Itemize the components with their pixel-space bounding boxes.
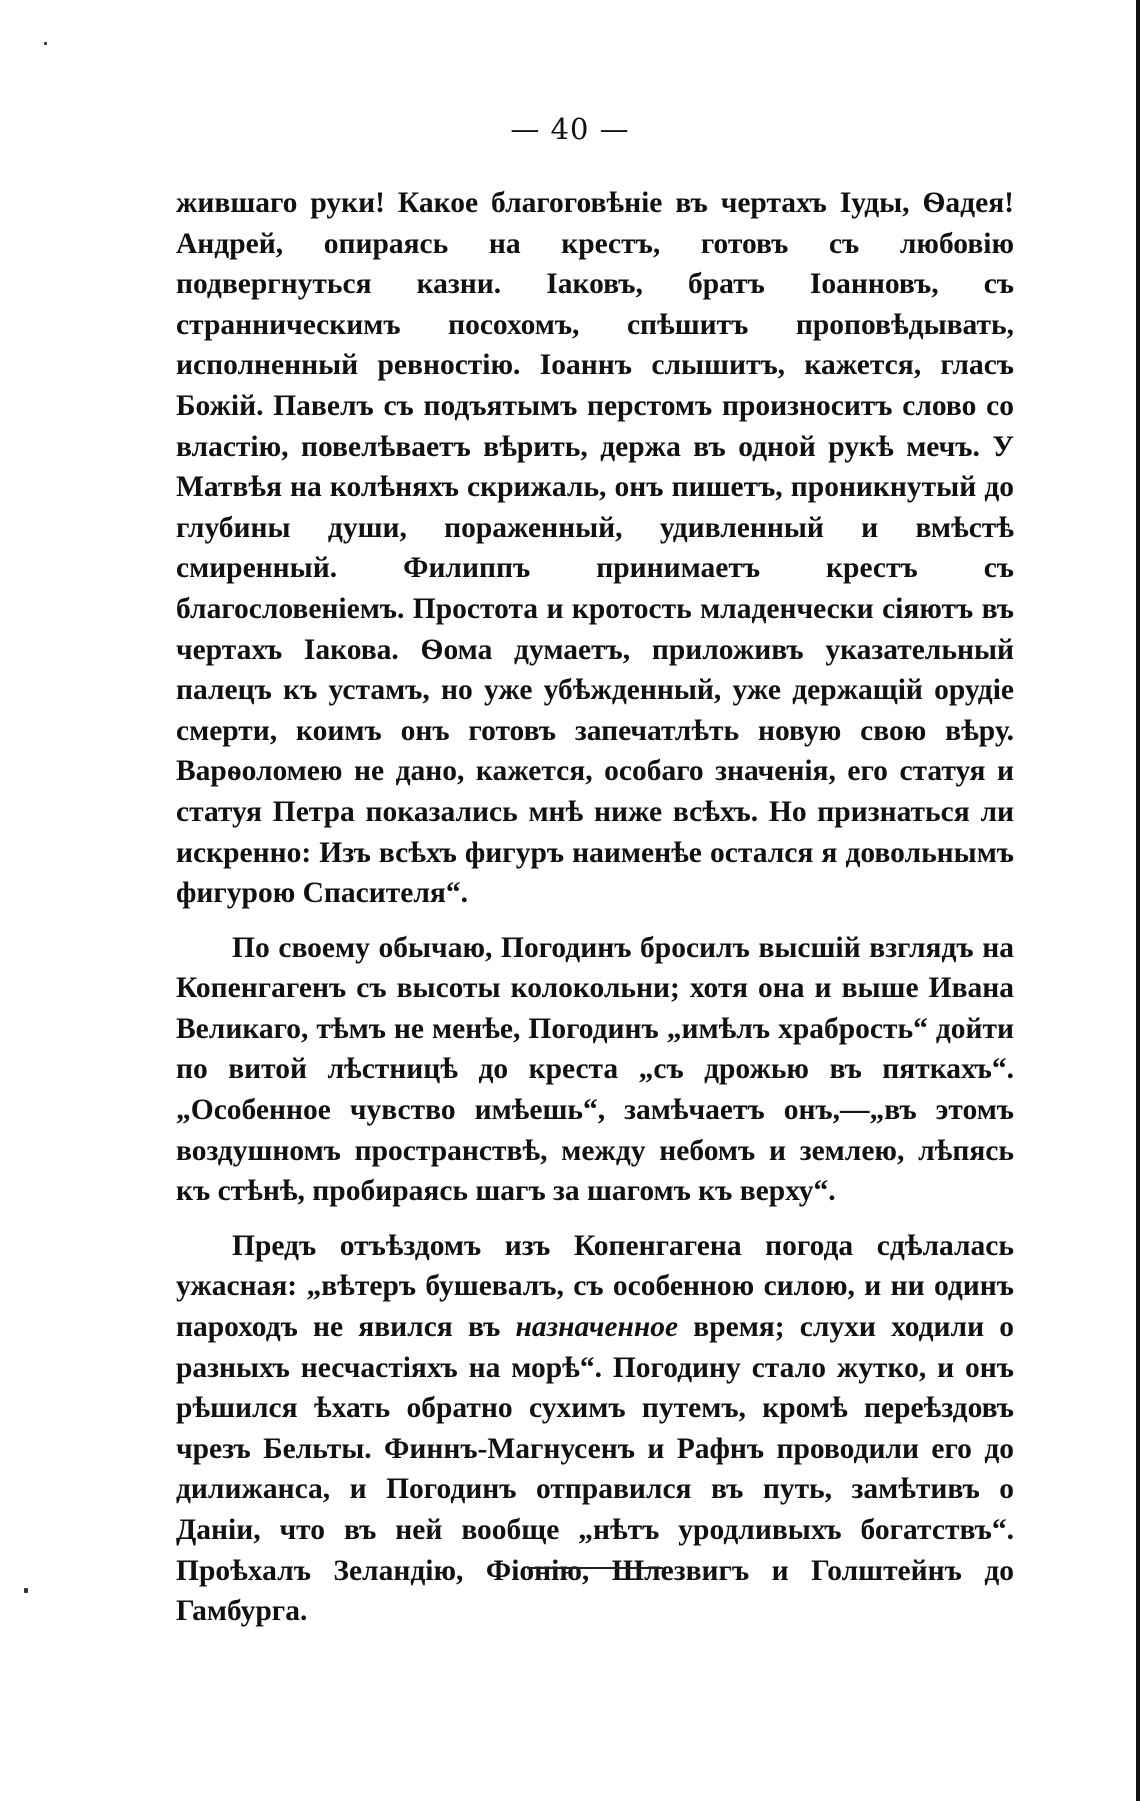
paragraph-departure (176, 1226, 1014, 1632)
italic-word: назначенное (515, 1311, 679, 1344)
scan-edge (1136, 0, 1140, 1801)
scan-speck (24, 1588, 28, 1593)
departure-text-end: время; слухи ходили о разныхъ несчастіяхъ на морѣ“. Погодину стало жутко, и онъ рѣшился ѣхать обратно сухимъ путемъ, кромѣ переѣздовъ чрезъ Бельты. Финнъ-Магнусенъ и Рафнъ проводили его до дилижанса, и Погодинъ отправился въ путь, замѣтивъ о Даніи, что въ ней вообще „нѣтъ уродливыхъ богатствъ“. Проѣхалъ Зеландію, Фіонію, Шлезвигъ и Голштейнъ до Гамбурга. (176, 1311, 1014, 1628)
paragraph-copenhagen-tower: По своему обычаю, Погодинъ бросилъ высшій взглядъ на Копенгагенъ съ высоты колокольни; хотя она и выше Ивана Великаго, тѣмъ не менѣе, Погодинъ „имѣлъ храбрость“ дойти по витой лѣстницѣ до креста „съ дрожью въ пяткахъ“. „Особенное чувство имѣешь“, замѣчаетъ онъ,—„въ этомъ воздушномъ пространствѣ, между небомъ и землею, лѣпясь къ стѣнѣ, пробираясь шагъ за шагомъ къ верху“. (176, 931, 1014, 1208)
page-number: — 40 — (510, 112, 630, 146)
departure-text-start: Предъ отъѣздомъ изъ Копенгагена погода сдѣлалась ужасная: „вѣтеръ бушевалъ, съ особенною силою, и ни одинъ пароходъ не явился въ (176, 1229, 1014, 1344)
body-text (176, 183, 1014, 1632)
scan-speck (44, 42, 47, 45)
section-end-rule (527, 1567, 663, 1569)
paragraph-continued: жившаго руки! Какое благоговѣніе въ чертахъ Іуды, Ѳадея! Андрей, опираясь на крестъ, готовъ съ любовію подвергнуться казни. Іаковъ, братъ Іоанновъ, съ странническимъ посохомъ, спѣшитъ проповѣдывать, исполненный ревностію. Іоаннъ слышитъ, кажется, гласъ Божій. Павелъ съ подъятымъ перстомъ произноситъ слово со властію, повелѣваетъ вѣрить, держа въ одной рукѣ мечъ. У Матвѣя на колѣняхъ скрижаль, онъ пишетъ, проникнутый до глубины души, пораженный, удивленный и вмѣстѣ смиренный. Филиппъ принимаетъ крестъ съ благословеніемъ. Простота и кротость младенчески сіяютъ въ чертахъ Іакова. Ѳома думаетъ, приложивъ указательный палецъ къ устамъ, но уже убѣжденный, уже держащій орудіе смерти, коимъ онъ готовъ запечатлѣть новую свою вѣру. Варѳоломею не дано, кажется, особаго значенія, его статуя и статуя Петра показались мнѣ ниже всѣхъ. Но признаться ли искренно: Изъ всѣхъ фигуръ наименѣе остался я довольнымъ фигурою Спасителя“. (176, 187, 1014, 910)
